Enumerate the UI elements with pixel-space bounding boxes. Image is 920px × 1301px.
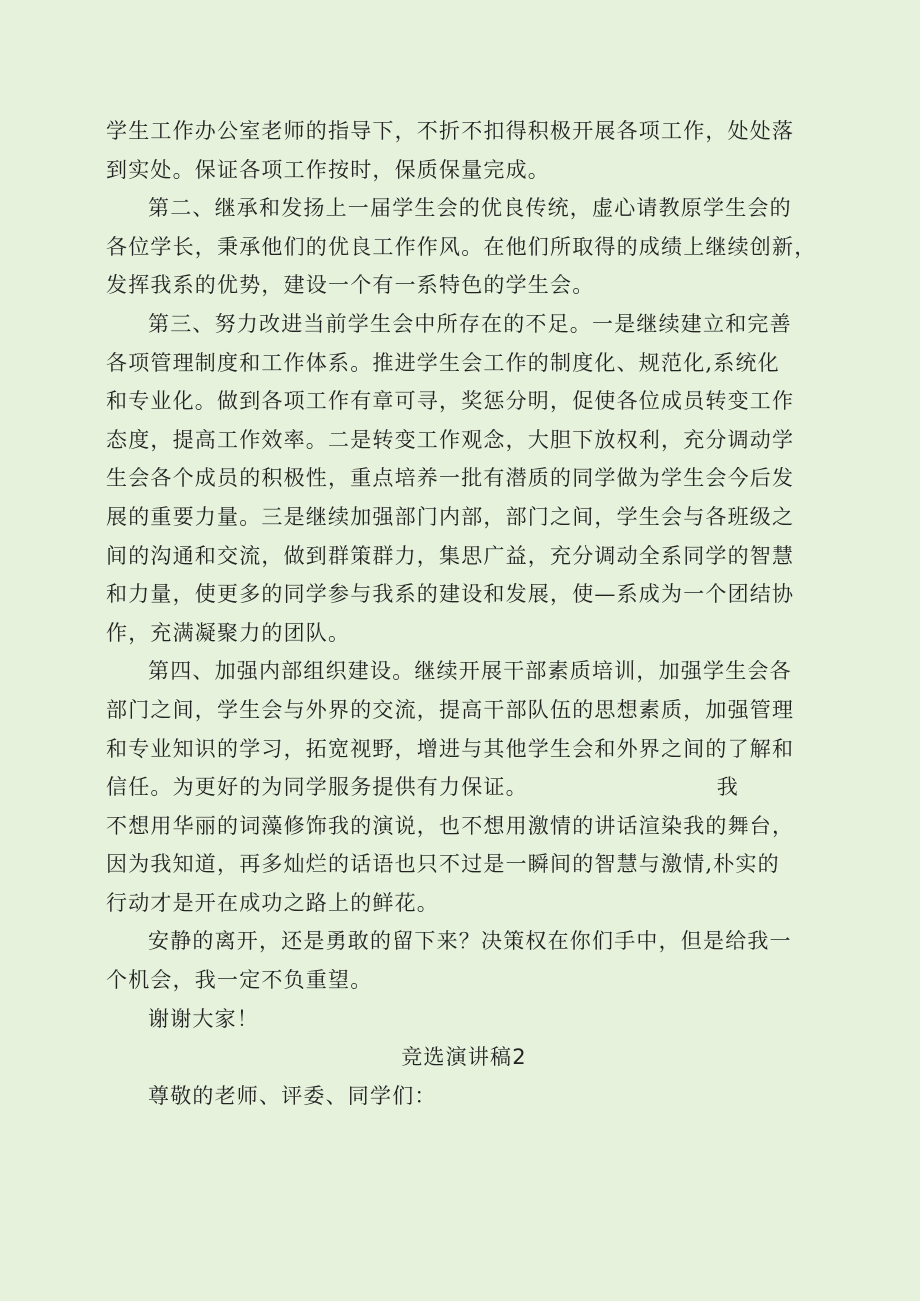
- text-line: 不想用华丽的词藻修饰我的演说，也不想用激情的讲话渲染我的舞台，: [106, 813, 795, 838]
- paragraph: [106, 922, 822, 999]
- salutation: 尊敬的老师、评委、同学们：: [148, 1083, 437, 1108]
- text-line: 态度，提高工作效率。二是转变工作观念，大胆下放权利，充分调动学: [106, 427, 795, 452]
- paragraph: [106, 112, 822, 189]
- text-line: 第二、继承和发扬上一届学生会的优良传统，虚心请教原学生会的: [148, 196, 792, 221]
- text-line: 和专业知识的学习，拓宽视野，增进与其他学生会和外界之间的了解和: [106, 736, 795, 761]
- text-line: 因为我知道，再多灿烂的话语也只不过是一瞬间的智慧与激情,朴实的: [106, 852, 780, 877]
- body-text: [106, 112, 822, 1038]
- text-line: 各项管理制度和工作体系。推进学生会工作的制度化、规范化,系统化: [106, 350, 780, 375]
- paragraph: [106, 189, 822, 305]
- text-line: 第三、努力改进当前学生会中所存在的不足。一是继续建立和完善: [148, 311, 792, 336]
- text-line: 间的沟通和交流，做到群策群力，集思广益，充分调动全系同学的智慧: [106, 543, 795, 568]
- paragraph: [106, 305, 822, 652]
- text-line: 作，充满凝聚力的团队。: [106, 620, 351, 645]
- paragraph: [106, 1000, 822, 1039]
- text-line: 部门之间，学生会与外界的交流，提高干部队伍的思想素质，加强管理: [106, 697, 795, 722]
- text-line: 发挥我系的优势，建设一个有一系特色的学生会。: [106, 273, 595, 298]
- text-line: 各位学长，秉承他们的优良工作作风。在他们所取得的成绩上继续创新，: [106, 234, 817, 259]
- text-line: 个机会，我一定不负重望。: [106, 968, 373, 993]
- text-line: 到实处。保证各项工作按时，保质保量完成。: [106, 157, 550, 182]
- section-heading: 竞选演讲稿2: [401, 1045, 527, 1070]
- text-line: 行动才是开在成功之路上的鲜花。: [106, 890, 439, 915]
- text-line: 和专业化。做到各项工作有章可寻，奖惩分明，促使各位成员转变工作: [106, 389, 795, 414]
- text-line: 生会各个成员的积极性，重点培养一批有潜质的同学做为学生会今后发: [106, 466, 795, 491]
- text-line: 和力量，使更多的同学参与我系的建设和发展，使—系成为一个团结协: [106, 582, 795, 607]
- text-line: 展的重要力量。三是继续加强部门内部，部门之间，学生会与各班级之: [106, 504, 795, 529]
- text-line: 谢谢大家！: [148, 1006, 259, 1031]
- text-line: 学生工作办公室老师的指导下，不折不扣得积极开展各项工作，处处落: [106, 119, 795, 143]
- text-line: 第四、加强内部组织建设。继续开展干部素质培训，加强学生会各: [148, 659, 792, 684]
- paragraph: [106, 652, 822, 922]
- document-page: [106, 112, 822, 1115]
- text-line: 信任。为更好的为同学服务提供有力保证。 我: [106, 775, 740, 800]
- text-line: 安静的离开，还是勇敢的留下来？决策权在你们手中，但是给我一: [148, 929, 792, 954]
